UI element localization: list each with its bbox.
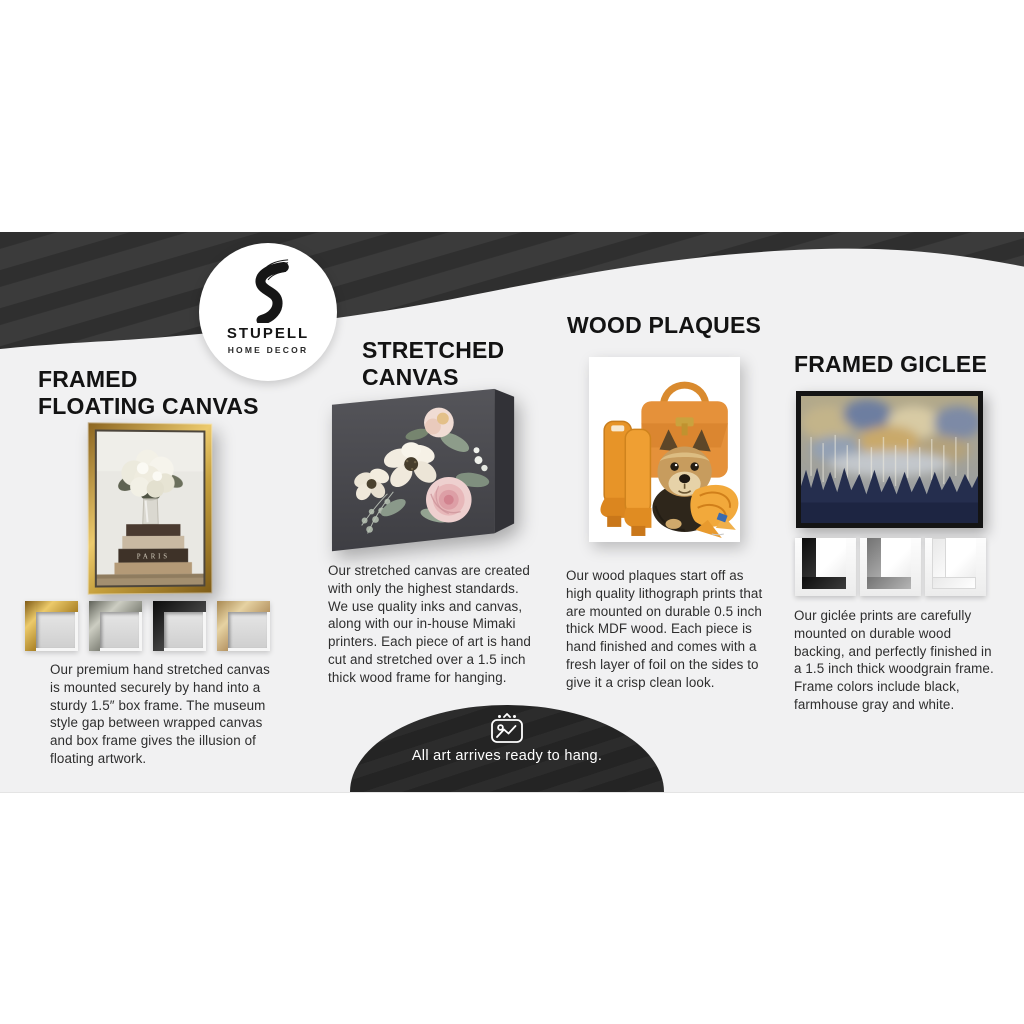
brand-name: STUPELL xyxy=(226,325,310,342)
giclee-swatch-white xyxy=(925,538,986,596)
section-title-wood-plaques: WOOD PLAQUES xyxy=(567,312,762,338)
framed-art-icon xyxy=(488,712,526,744)
abstract-giclee-art xyxy=(801,396,978,523)
section-title-framed-giclee: FRAMED GICLEE xyxy=(794,351,987,377)
floral-canvas-art xyxy=(328,384,526,562)
top-wave-band xyxy=(0,232,1024,350)
frame-swatch-champagne xyxy=(217,601,270,651)
frame-swatch-black xyxy=(153,601,206,651)
footer-banner xyxy=(350,705,664,792)
giclee-swatch-gray xyxy=(860,538,921,596)
brand-logo xyxy=(199,243,337,381)
section-description-framed-giclee: Our giclée prints are carefully mounted on durable wood backing, and perfectly finished in a 1.5 inch thick woodgrain frame. Frame colors include black, farmhouse gray and white. xyxy=(794,608,994,713)
frame-swatch-gold xyxy=(25,601,78,651)
hydrangea-books-art xyxy=(95,429,206,587)
section-title-framed-floating-canvas: FRAMED FLOATING CANVAS xyxy=(38,366,259,420)
section-description-framed-floating-canvas: Our premium hand stretched canvas is mounted securely by hand into a sturdy 1.5″ box frame. The museum style gap between wrapped canvas and box frame gives the illusion of floating artwork. xyxy=(50,662,270,767)
section-description-wood-plaques: Our wood plaques start off as high quality lithograph prints that are mounted on durable 0.5 inch thick MDF wood. Each piece is hand finished and comes with a fresh layer of foil on the sides to give it a crisp clean look. xyxy=(566,568,763,690)
brand-tagline: HOME DECOR xyxy=(227,345,309,355)
book-spine-text: PARIS xyxy=(136,553,170,561)
frame-color-swatches xyxy=(25,601,270,651)
giclee-swatch-black xyxy=(795,538,856,596)
floating-canvas-artwork xyxy=(88,422,213,594)
section-title-stretched-canvas: STRETCHED CANVAS xyxy=(362,337,505,391)
stupell-s-swoosh-icon xyxy=(239,257,297,323)
framed-giclee-artwork xyxy=(796,391,983,528)
frame-swatch-silver xyxy=(89,601,142,651)
giclee-frame-color-swatches xyxy=(795,538,986,596)
section-description-stretched-canvas: Our stretched canvas are created with only the highest standards. We use quality inks and canvas, along with our in-house Mimaki printers. Each piece of art is hand cut and stretched over a 1.5 inch thick wood frame for hanging. xyxy=(328,563,531,685)
yorkie-fashion-art xyxy=(589,357,740,542)
footer-message: All art arrives ready to hang. xyxy=(411,748,603,764)
stretched-canvas-artwork xyxy=(328,384,526,562)
wood-plaque-artwork xyxy=(589,357,740,542)
